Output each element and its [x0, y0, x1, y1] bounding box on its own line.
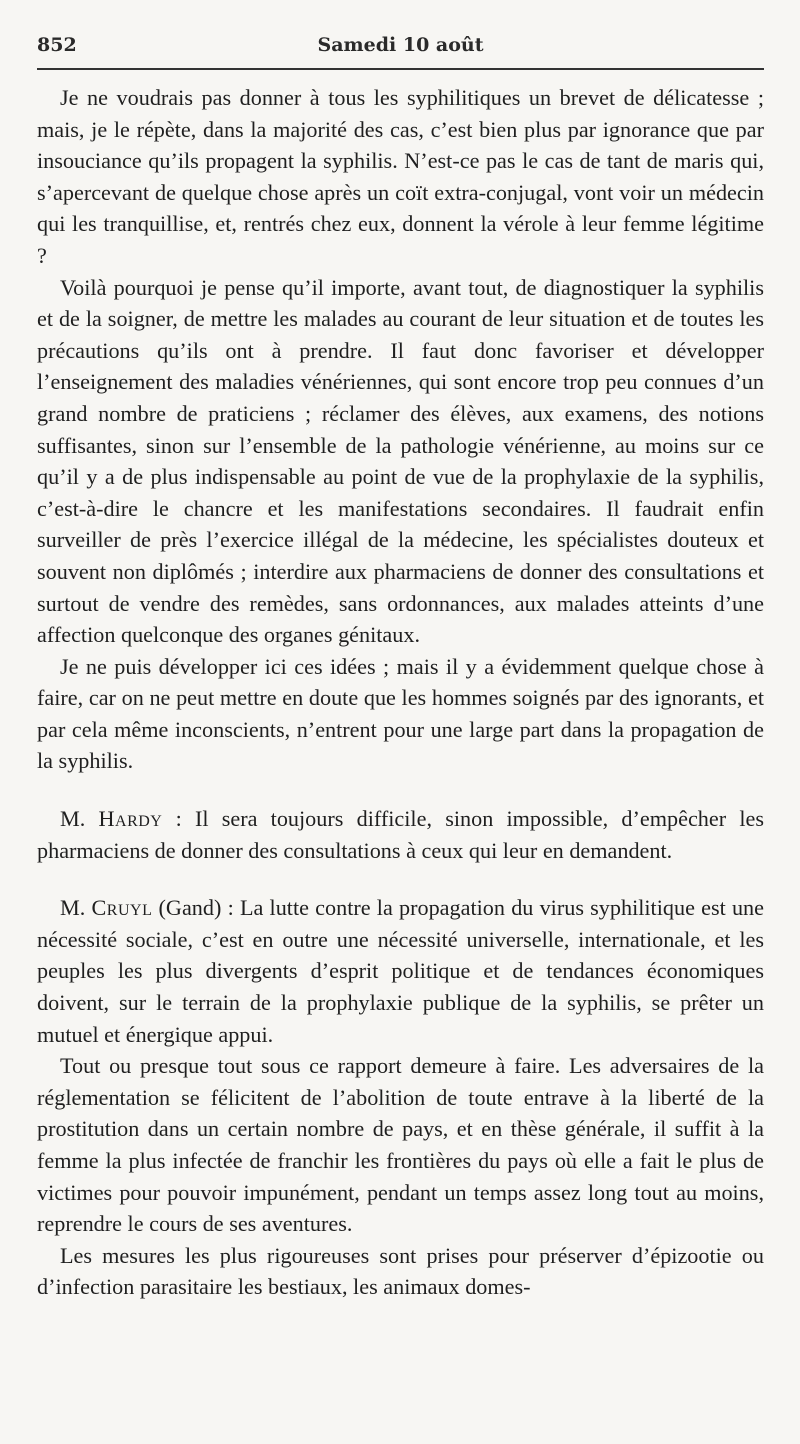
page-number: 852: [37, 34, 77, 56]
paragraph-3: Je ne puis développer ici ces idées ; mais il y a évidemment quelque chose à faire, car on ne peut mettre en doute que les hommes soignés par des ignorants, et par cela même inconscients, n’entrent pour une large part dans la propagation de la syphilis.: [37, 653, 764, 774]
header-rule: [37, 68, 764, 70]
speaker-name-hardy: Hardy: [98, 806, 163, 832]
speech-cruyl: (Gand) : La lutte contre la propagation du virus syphilitique est une nécessité sociale, c’est en outre une nécessité universelle, internationale, et les peuples les plus divergents d’esprit politique et de tendances économiques doivent, sur le terrain de la prophylaxie publique de la syphilis, se prêter un mutuel et énergique appui.: [37, 895, 765, 1047]
paragraph-1: Je ne voudrais pas donner à tous les syphilitiques un brevet de délicatesse ; mais, je le répète, dans la majorité des cas, c’est bien plus par ignorance que par insouciance qu’ils propagent la syphilis. N’est-ce pas le cas de tant de maris qui, s’apercevant de quelque chose après un coït extra-conjugal, vont voir un médecin qui les tranquillise, et, rentrés chez eux, donnent la vérole à leur femme légitime ?: [37, 85, 764, 268]
speaker-prefix: M.: [60, 806, 86, 832]
paragraph-cruyl: [37, 892, 764, 1050]
section-gap: [37, 866, 764, 892]
page-header: [37, 26, 764, 60]
section-gap: [37, 777, 764, 803]
speaker-name-cruyl: Cruyl: [91, 895, 153, 921]
paragraph-6: Tout ou presque tout sous ce rapport demeure à faire. Les adversaires de la réglementation se félicitent de l’abolition de toute entrave à la liberté de la prostitution dans un certain nombre de pays, et en thèse générale, il suffit à la femme la plus infectée de franchir les frontières du pays où elle a fait le plus de victimes pour pouvoir impunément, pendant un temps assez long tout au moins, reprendre le cours de ses aventures.: [37, 1053, 764, 1237]
speech-hardy: : Il sera toujours difficile, sinon impossible, d’empêcher les pharmaciens de donner des consultations à ceux qui leur en demandent.: [37, 806, 764, 863]
paragraph-2: Voilà pourquoi je pense qu’il importe, avant tout, de diagnostiquer la syphilis et de la soigner, de mettre les malades au courant de leur situation et de toutes les précautions qu’ils ont à prendre. Il faut donc favoriser et développer l’enseignement des maladies vénériennes, qui sont encore trop peu connues d’un grand nombre de praticiens ; réclamer des élèves, aux examens, des notions suffisantes, sinon sur l’ensemble de la pathologie vénérienne, au moins sur ce qu’il y a de plus indispensable au point de vue de la prophylaxie de la syphilis, c’est-à-dire le chancre et les manifestations secondaires. Il faudrait enfin surveiller de près l’exercice illégal de la médecine, les spécialistes douteux et souvent non diplômés ; interdire aux pharmaciens de donner des consultations et surtout de vendre des remèdes, sans ordonnances, aux malades atteints d’une affection quelconque des organes génitaux.: [37, 274, 764, 648]
paragraph-7: Les mesures les plus rigoureuses sont prises pour préserver d’épizootie ou d’infection parasitaire les bestiaux, les animaux domes-: [37, 1242, 764, 1300]
running-title: Samedi 10 août: [317, 34, 484, 56]
speaker-prefix: M.: [60, 895, 86, 921]
paragraph-hardy: [37, 803, 764, 866]
body-text: [37, 82, 764, 1303]
